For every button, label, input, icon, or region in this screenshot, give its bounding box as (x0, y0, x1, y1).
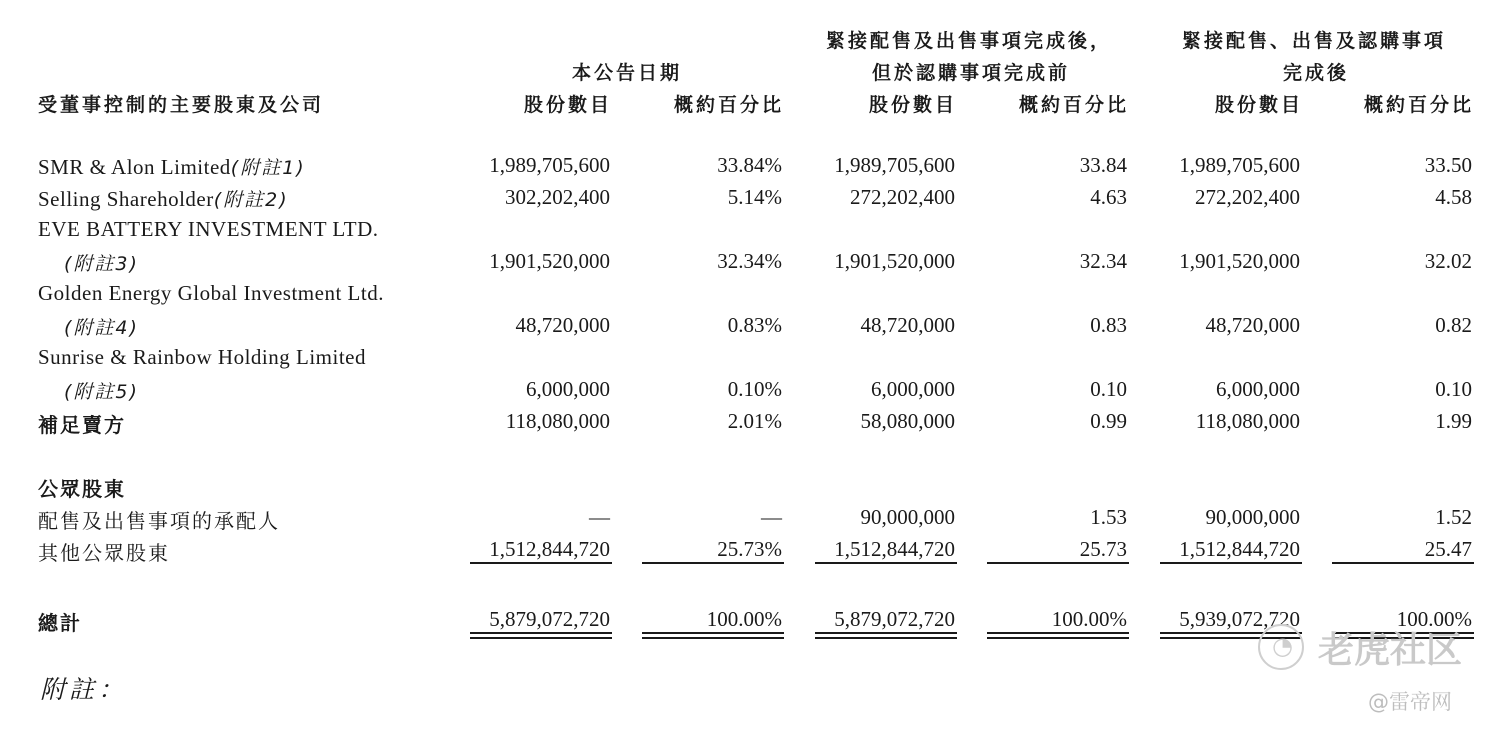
cell-shares-2: 90,000,000 (860, 505, 955, 529)
cell-shares-3: 90,000,000 (1205, 505, 1300, 529)
total-double-rule-bottom (642, 637, 784, 639)
row-note: (附註3) (64, 253, 139, 275)
subtotal-rule (1160, 562, 1302, 564)
cell-shares-2: 48,720,000 (860, 313, 955, 337)
cell-shares-1: 302,202,400 (505, 185, 610, 209)
cell-shares-3: 272,202,400 (1195, 185, 1300, 209)
cell-shares-2: 1,901,520,000 (834, 249, 955, 273)
header-group2-line2: 但於認購事項完成前 (872, 62, 1071, 84)
row-label-header: 受董事控制的主要股東及公司 (38, 94, 325, 116)
notes-label: 附註： (40, 675, 128, 704)
cell-percent-1: 0.83% (727, 313, 782, 337)
cell-shares-1: — (589, 505, 610, 529)
section-label-public-shareholders: 公眾股東 (38, 477, 126, 501)
cell-percent-2: 4.63 (1090, 185, 1127, 209)
cell-shares-2: 58,080,000 (860, 409, 955, 433)
cell-percent-3: 0.82 (1435, 313, 1472, 337)
total-percent-1: 100.00% (706, 607, 782, 631)
row-note: (附註4) (64, 317, 139, 339)
cell-percent-2: 33.84 (1079, 153, 1127, 177)
cell-percent-1: 2.01% (727, 409, 782, 433)
cell-percent-1: 25.73% (717, 537, 782, 561)
total-double-rule-top (815, 632, 957, 634)
subtotal-rule (1332, 562, 1474, 564)
watermark-logo-icon: ◔ (1258, 624, 1304, 670)
row-label-text: 補足賣方 (38, 413, 126, 437)
subtotal-rule (987, 562, 1129, 564)
header-percent-1: 概約百分比 (674, 94, 785, 116)
cell-shares-1: 6,000,000 (526, 377, 610, 401)
row-note: (附註1) (230, 157, 306, 179)
cell-shares-1: 1,989,705,600 (489, 153, 610, 177)
cell-shares-1: 48,720,000 (515, 313, 610, 337)
header-percent-2: 概約百分比 (1019, 94, 1130, 116)
row-label-text: SMR & Alon Limited (38, 155, 231, 179)
cell-shares-1: 118,080,000 (505, 409, 610, 433)
cell-shares-3: 118,080,000 (1195, 409, 1300, 433)
cell-shares-3: 48,720,000 (1205, 313, 1300, 337)
cell-shares-2: 1,989,705,600 (834, 153, 955, 177)
total-double-rule-bottom (815, 637, 957, 639)
cell-percent-3: 0.10 (1435, 377, 1472, 401)
cell-percent-3: 4.58 (1435, 185, 1472, 209)
subtotal-rule (815, 562, 957, 564)
cell-shares-2: 6,000,000 (871, 377, 955, 401)
cell-shares-3: 6,000,000 (1216, 377, 1300, 401)
total-double-rule-bottom (470, 637, 612, 639)
total-percent-2: 100.00% (1051, 607, 1127, 631)
cell-percent-2: 0.99 (1090, 409, 1127, 433)
header-group2-line1: 緊接配售及出售事項完成後， (826, 30, 1113, 52)
cell-percent-2: 0.10 (1090, 377, 1127, 401)
total-shares-1: 5,879,072,720 (489, 607, 610, 631)
cell-percent-3: 33.50 (1424, 153, 1472, 177)
total-shares-2: 5,879,072,720 (834, 607, 955, 631)
total-double-rule-bottom (987, 637, 1129, 639)
total-double-rule-top (987, 632, 1129, 634)
subtotal-rule (642, 562, 784, 564)
header-group3-line2: 完成後 (1283, 62, 1350, 84)
cell-percent-1: — (761, 505, 782, 529)
cell-shares-2: 272,202,400 (850, 185, 955, 209)
total-double-rule-top (470, 632, 612, 634)
cell-shares-2: 1,512,844,720 (834, 537, 955, 561)
cell-percent-1: 33.84% (717, 153, 782, 177)
table-row-label (38, 153, 306, 180)
row-label-text: EVE BATTERY INVESTMENT LTD. (38, 217, 379, 241)
row-label-text: Sunrise & Rainbow Holding Limited (38, 345, 366, 369)
total-percent-3: 100.00% (1396, 607, 1472, 631)
cell-percent-3: 25.47 (1424, 537, 1472, 561)
header-shares-3: 股份數目 (1215, 94, 1304, 116)
row-label-text: Golden Energy Global Investment Ltd. (38, 281, 384, 305)
row-note: (附註5) (64, 381, 139, 403)
cell-percent-3: 1.99 (1435, 409, 1472, 433)
watermark-credit: @雷帝网 (1368, 690, 1452, 714)
header-group3-line1: 緊接配售、出售及認購事項 (1182, 30, 1447, 52)
row-note: (附註2) (213, 189, 289, 211)
row-label-text: 配售及出售事項的承配人 (38, 509, 280, 533)
cell-shares-3: 1,901,520,000 (1179, 249, 1300, 273)
cell-percent-2: 1.53 (1090, 505, 1127, 529)
total-label: 總計 (38, 611, 82, 635)
total-shares-3: 5,939,072,720 (1179, 607, 1300, 631)
cell-percent-3: 1.52 (1435, 505, 1472, 529)
cell-percent-1: 32.34% (717, 249, 782, 273)
row-label-text: Selling Shareholder (38, 187, 214, 211)
header-percent-3: 概約百分比 (1364, 94, 1475, 116)
cell-percent-1: 0.10% (727, 377, 782, 401)
total-double-rule-top (642, 632, 784, 634)
cell-shares-3: 1,512,844,720 (1179, 537, 1300, 561)
cell-percent-2: 32.34 (1079, 249, 1127, 273)
header-group-announcement-date: 本公告日期 (572, 62, 683, 84)
cell-percent-2: 25.73 (1079, 537, 1127, 561)
row-label-text: 其他公眾股東 (38, 541, 170, 565)
cell-shares-3: 1,989,705,600 (1179, 153, 1300, 177)
watermark-brand: 老虎社区 (1318, 630, 1463, 671)
cell-shares-1: 1,901,520,000 (489, 249, 610, 273)
cell-percent-1: 5.14% (727, 185, 782, 209)
cell-shares-1: 1,512,844,720 (489, 537, 610, 561)
table-row-label (38, 185, 289, 212)
subtotal-rule (470, 562, 612, 564)
header-shares-1: 股份數目 (524, 94, 613, 116)
cell-percent-3: 32.02 (1424, 249, 1472, 273)
cell-percent-2: 0.83 (1090, 313, 1127, 337)
header-shares-2: 股份數目 (869, 94, 958, 116)
